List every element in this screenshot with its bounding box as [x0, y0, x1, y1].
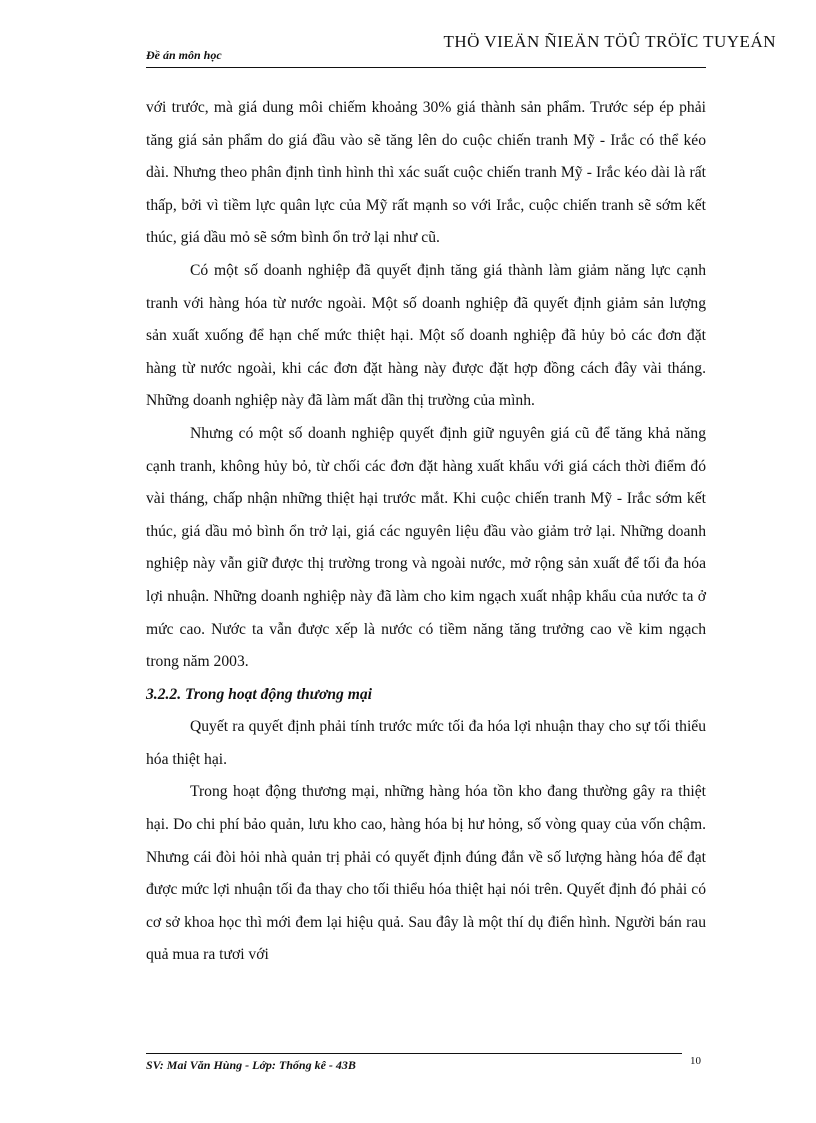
body-paragraph: với trước, mà giá dung môi chiếm khoảng 30% giá thành sản phẩm. Trước sép ép phải tăng giá sản phẩm do giá đầu vào sẽ tăng lên do cuộc chiến tranh Mỹ - Irắc có thể kéo dài. Nhưng theo phân định tình hình thì xác suất cuộc chiến tranh Mỹ - Irắc kéo dài là rất thấp, bởi vì tiềm lực quân lực của Mỹ rất mạnh so với Irắc, cuộc chiến tranh sẽ sớm kết thúc, giá dầu mỏ sẽ sớm bình ổn trở lại như cũ. — [146, 99, 706, 247]
body-paragraph: Nhưng có một số doanh nghiệp quyết định giữ nguyên giá cũ để tăng khả năng cạnh tranh, không hủy bỏ, từ chối các đơn đặt hàng xuất khẩu với giá cách thời điểm đó vài tháng, chấp nhận những thiệt hại trước mắt. Khi cuộc chiến tranh Mỹ - Irắc sớm kết thúc, giá dầu mỏ bình ổn trở lại, giá các nguyên liệu đầu vào giảm trở lại. Những doanh nghiệp này vẫn giữ được thị trường trong và ngoài nước, mở rộng sản xuất để tối đa hóa lợi nhuận. Những doanh nghiệp này đã làm cho kim ngạch xuất nhập khẩu của nước ta ở mức cao. Nước ta vẫn được xếp là nước có tiềm năng tăng trưởng cao về kim ngạch trong năm 2003. — [146, 424, 706, 671]
footer-divider — [146, 1053, 682, 1054]
page-header — [146, 26, 776, 70]
page-number: 10 — [690, 1055, 701, 1067]
page-body — [146, 92, 706, 972]
header-course-title: Đề án môn học — [146, 48, 222, 62]
header-library-title: THÖ VIEÄN ÑIEÄN TÖÛ TRÖÏC TUYEÁN — [443, 32, 776, 51]
header-divider — [146, 67, 706, 68]
body-paragraph: Trong hoạt động thương mại, những hàng hóa tồn kho đang thường gây ra thiệt hại. Do chi phí bảo quản, lưu kho cao, hàng hóa bị hư hỏng, số vòng quay của vốn chậm. Nhưng cái đòi hỏi nhà quản trị phải có quyết định đúng đắn về số lượng hàng hóa để đạt được mức lợi nhuận tối đa thay cho tối thiểu hóa thiệt hại nói trên. Quyết định đó phải có cơ sở khoa học thì mới đem lại hiệu quả. Sau đây là một thí dụ điển hình. Người bán rau quả mua ra tươi với — [146, 783, 706, 964]
footer-author: SV: Mai Văn Hùng - Lớp: Thống kê - 43B — [146, 1058, 356, 1072]
body-paragraph: Quyết ra quyết định phải tính trước mức tối đa hóa lợi nhuận thay cho sự tối thiểu hóa thiệt hại. — [146, 718, 706, 768]
body-paragraph: Có một số doanh nghiệp đã quyết định tăng giá thành làm giảm năng lực cạnh tranh với hàng hóa từ nước ngoài. Một số doanh nghiệp đã quyết định giảm sản lượng sản xuất xuống để hạn chế mức thiệt hại. Một số doanh nghiệp đã hủy bỏ các đơn đặt hàng từ nước ngoài, khi các đơn đặt hàng này được đặt hợp đồng cách đây vài tháng. Những doanh nghiệp này đã làm mất dần thị trường của mình. — [146, 261, 706, 410]
section-heading: 3.2.2. Trong hoạt động thương mại — [146, 685, 372, 703]
